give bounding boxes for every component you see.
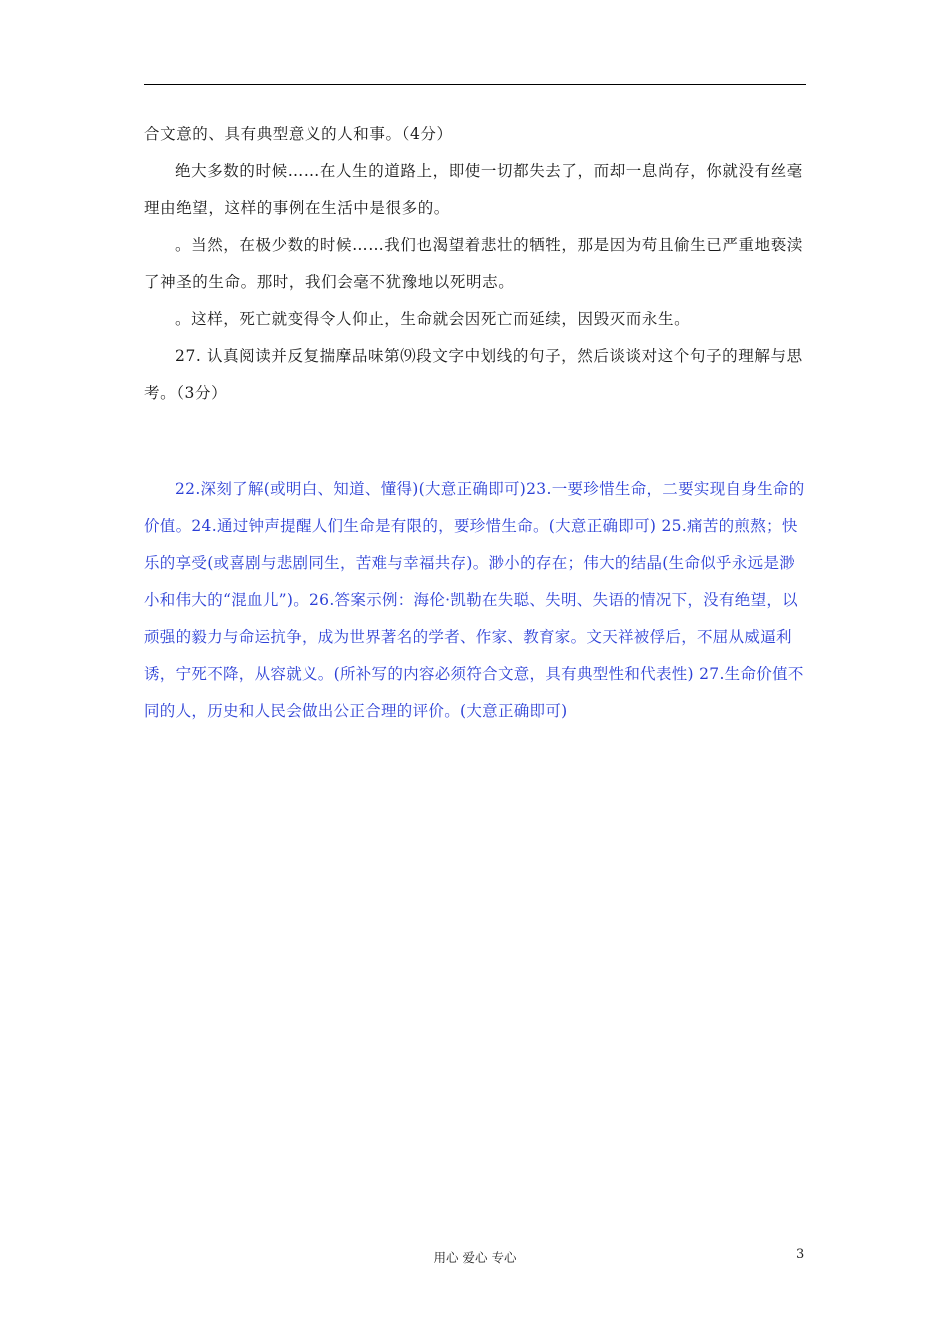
footer-slogan: 用心 爱心 专心 xyxy=(433,1250,517,1265)
answer-key: 22.深刻了解(或明白、知道、懂得)(大意正确即可)23.一要珍惜生命，二要实现自身生命的价值。24.通过钟声提醒人们生命是有限的，要珍惜生命。(大意正确即可) 25.痛苦的煎熬；快乐的享受(或喜剧与悲剧同生，苦难与幸福共存)。渺小的存在；伟大的结晶(生命似乎永远是渺小和伟大的“混血儿”)。26.答案示例：海伦·凯勒在失聪、失明、失语的情况下，没有绝望，以顽强的毅力与命运抗争，成为世界著名的学者、作家、教育家。文天祥被俘后，不屈从威逼利诱，宁死不降，从容就义。(所补写的内容必须符合文意，具有典型性和代表性) 27.生命价值不同的人，历史和人民会做出公正合理的评价。(大意正确即可) xyxy=(144,479,805,720)
example-paragraph-2: 。当然，在极少数的时候……我们也渴望着悲壮的牺牲，那是因为苟且偷生已严重地亵渎了神圣的生命。那时，我们会毫不犹豫地以死明志。 xyxy=(144,236,803,291)
question-26-continuation: 合文意的、具有典型意义的人和事。（4分） xyxy=(144,125,453,143)
question-content xyxy=(144,116,806,412)
question-27: 27. 认真阅读并反复揣摩品味第⑼段文字中划线的句子，然后谈谈对这个句子的理解与思考。（3分） xyxy=(144,347,803,402)
page-number: 3 xyxy=(796,1247,805,1262)
example-paragraph-1: 绝大多数的时候……在人生的道路上，即使一切都失去了，而却一息尚存，你就没有丝毫理由绝望，这样的事例在生活中是很多的。 xyxy=(144,162,803,217)
header-rule xyxy=(144,84,806,85)
example-paragraph-3: 。这样，死亡就变得令人仰止，生命就会因死亡而延续，因毁灭而永生。 xyxy=(175,310,691,328)
